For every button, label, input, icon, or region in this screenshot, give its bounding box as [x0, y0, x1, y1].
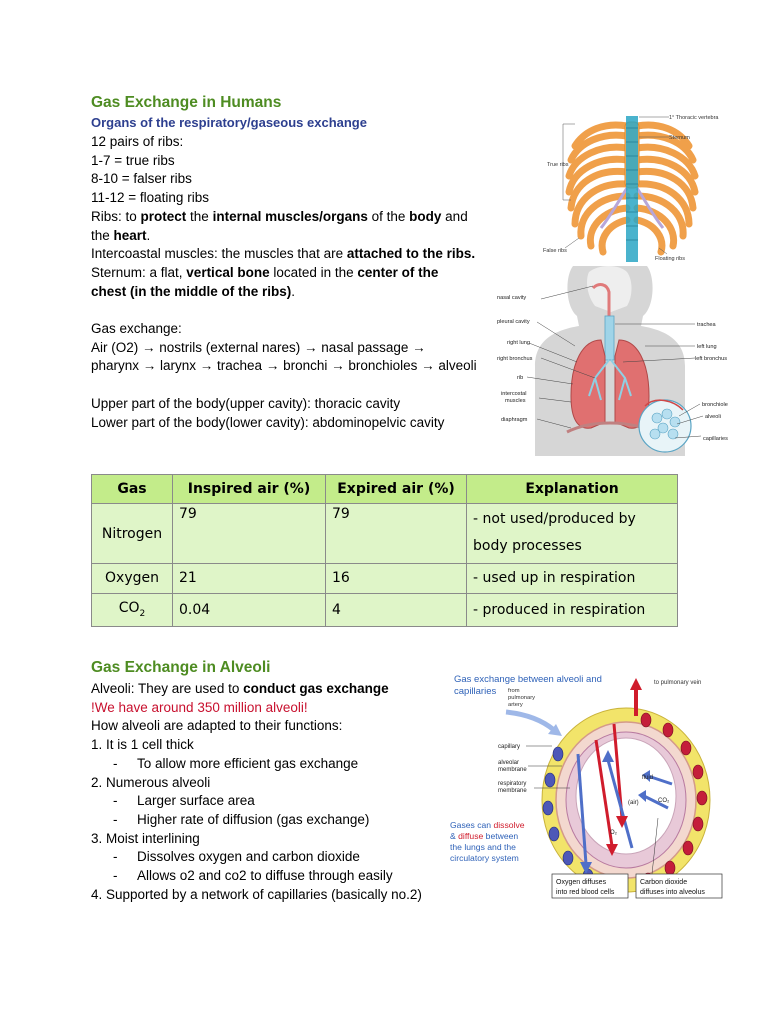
label-alveoli: alveoli	[705, 414, 721, 420]
ribs-right	[637, 125, 695, 252]
svg-text:into red blood cells: into red blood cells	[556, 889, 615, 896]
label-sternum: Sternum	[669, 135, 690, 141]
label-air: (air)	[628, 800, 639, 806]
line-air-path-2: pharynx → larynx → trachea → bronchi → bronchioles → alveoli	[91, 358, 477, 374]
note-line4: circulatory system	[450, 853, 519, 863]
label-left-lung: left lung	[697, 344, 717, 350]
line-gas-exchange-head: Gas exchange:	[91, 321, 182, 337]
cell-gas: $CO_2$	[92, 593, 173, 626]
col-header-inspired: Inspired air (%)	[173, 475, 326, 504]
blood-flow-in-arrow	[506, 712, 554, 730]
note-line3: the lungs and the	[450, 842, 516, 852]
line-intercostal: Intercoastal muscles: the muscles that are attached to the ribs.	[91, 246, 476, 262]
svg-text:Carbon dioxide: Carbon dioxide	[640, 879, 688, 886]
line-false-ribs: 8-10 = falser ribs	[91, 171, 192, 187]
line-sternum-cont: chest (in the middle of the ribs).	[91, 283, 296, 299]
line-sternum: Sternum: a flat, vertical bone located in the center of the	[91, 264, 439, 280]
label-artery: artery	[508, 702, 523, 708]
ribcage-illustration	[535, 108, 735, 263]
label-respiratory-membrane: membrane	[498, 788, 527, 794]
line-ribs-pairs: 12 pairs of ribs:	[91, 134, 184, 149]
note-line2: & diffuse between	[450, 831, 519, 841]
label-pleural-cavity: pleural cavity	[497, 319, 530, 325]
label-trachea: trachea	[697, 322, 716, 328]
label-nasal-cavity: nasal cavity	[497, 295, 527, 301]
label-left-bronchus: left bronchus	[695, 356, 728, 362]
line-alveoli-use: Alveoli: They are used to conduct gas exchange	[91, 681, 389, 696]
table-row	[92, 593, 678, 626]
cell-inspired: 79	[173, 504, 326, 564]
label-bronchiole: bronchiole	[702, 402, 728, 408]
label-pulmonary: pulmonary	[508, 695, 536, 701]
cell-gas: Nitrogen	[92, 504, 173, 564]
cell-gas: Oxygen	[92, 564, 173, 594]
cell-explanation: - not used/produced by body processes	[467, 504, 678, 564]
cell-explanation: - produced in respiration	[467, 593, 678, 626]
callout-oxygen	[552, 874, 628, 898]
cell-expired: 79	[326, 504, 467, 564]
label-diaphragm: diaphragm	[501, 417, 528, 423]
label-rib: rib	[517, 375, 524, 381]
label-true-ribs: True ribs	[547, 162, 569, 168]
list-item: 2. Numerous alveoli	[91, 774, 211, 790]
label-from: from	[508, 688, 520, 694]
svg-text:diffuses into alveolus: diffuses into alveolus	[640, 889, 705, 896]
label-floating-ribs: Floating ribs	[655, 256, 685, 262]
line-lower-cavity: Lower part of the body(lower cavity): abdominopelvic cavity	[91, 414, 445, 430]
label-alveolar: alveolar	[498, 760, 520, 766]
label-to-pulmonary-vein: to pulmonary vein	[654, 680, 702, 686]
label-co2: CO₂	[658, 798, 670, 804]
list-subitem: - Higher rate of diffusion (gas exchange)	[113, 811, 370, 827]
diagram-title-line1: Gas exchange between alveoli and	[454, 674, 602, 685]
list-item: 4. Supported by a network of capillaries (basically no.2)	[91, 886, 422, 902]
cell-expired: 16	[326, 564, 467, 594]
list-subitem: - Allows o2 and co2 to diffuse through easily	[113, 868, 393, 884]
line-upper-cavity: Upper part of the body(upper cavity): thoracic cavity	[91, 395, 401, 411]
line-ribs-function: Ribs: to protect the internal muscles/organs of the body and	[91, 208, 468, 224]
list-subitem: - Dissolves oxygen and carbon dioxide	[113, 849, 360, 865]
section-title-gas-exchange-humans: Gas Exchange in Humans	[91, 94, 282, 111]
label-right-lung: right lung	[507, 340, 531, 346]
table-row	[92, 504, 678, 564]
label-capillaries: capillaries	[703, 436, 728, 442]
list-subitem: - Larger surface area	[113, 793, 255, 809]
respiratory-system-illustration	[495, 266, 740, 456]
body-text-alveoli	[91, 680, 422, 904]
label-intercostal: intercostal	[501, 391, 527, 397]
table-row	[92, 564, 678, 594]
col-header-expired: Expired air (%)	[326, 475, 467, 504]
line-ribs-function-cont: the heart.	[91, 227, 151, 243]
gas-composition-table	[91, 474, 678, 627]
svg-text:Oxygen diffuses: Oxygen diffuses	[556, 879, 607, 886]
label-fluid: fluid	[642, 775, 654, 781]
cell-inspired: 0.04	[173, 593, 326, 626]
col-header-explanation: Explanation	[467, 475, 678, 504]
table-header-row	[92, 475, 678, 504]
label-right-bronchus: right bronchus	[497, 356, 533, 362]
body-text-respiratory	[91, 133, 477, 432]
cell-expired: 4	[326, 593, 467, 626]
label-o2: O₂	[610, 830, 617, 836]
col-header-gas: Gas	[92, 475, 173, 504]
label-intercostal-muscles: muscles	[505, 398, 526, 404]
label-capillary: capillary	[498, 744, 521, 750]
line-adaptations-head: How alveoli are adapted to their functions:	[91, 718, 343, 734]
label-false-ribs: False ribs	[543, 248, 567, 254]
line-alveoli-count: !We have around 350 million alveoli!	[91, 699, 308, 715]
diagram-title-line2: capillaries	[454, 686, 497, 697]
alveoli-gas-exchange-diagram	[446, 668, 732, 904]
label-thoracic-vertebra: 1° Thoracic vertebra	[669, 115, 719, 121]
list-item: 3. Moist interlining	[91, 830, 200, 846]
line-air-path-1: Air (O2) → nostrils (external nares) → nasal passage →	[91, 339, 426, 355]
label-respiratory: respiratory	[498, 781, 527, 787]
alveolus-air-space	[576, 738, 676, 854]
section-title-gas-exchange-alveoli: Gas Exchange in Alveoli	[91, 659, 271, 676]
line-true-ribs: 1-7 = true ribs	[91, 152, 175, 168]
line-floating-ribs: 11-12 = floating ribs	[91, 190, 209, 206]
trachea-tube	[605, 316, 614, 360]
label-alveolar-membrane: membrane	[498, 767, 527, 773]
cell-inspired: 21	[173, 564, 326, 594]
cell-explanation: - used up in respiration	[467, 564, 678, 594]
list-item: 1. It is 1 cell thick	[91, 737, 194, 753]
section-subtitle-organs: Organs of the respiratory/gaseous exchange	[91, 115, 367, 130]
list-subitem: - To allow more efficient gas exchange	[113, 755, 359, 771]
ribs-left	[569, 125, 627, 252]
note-line1: Gases can dissolve	[450, 820, 525, 830]
